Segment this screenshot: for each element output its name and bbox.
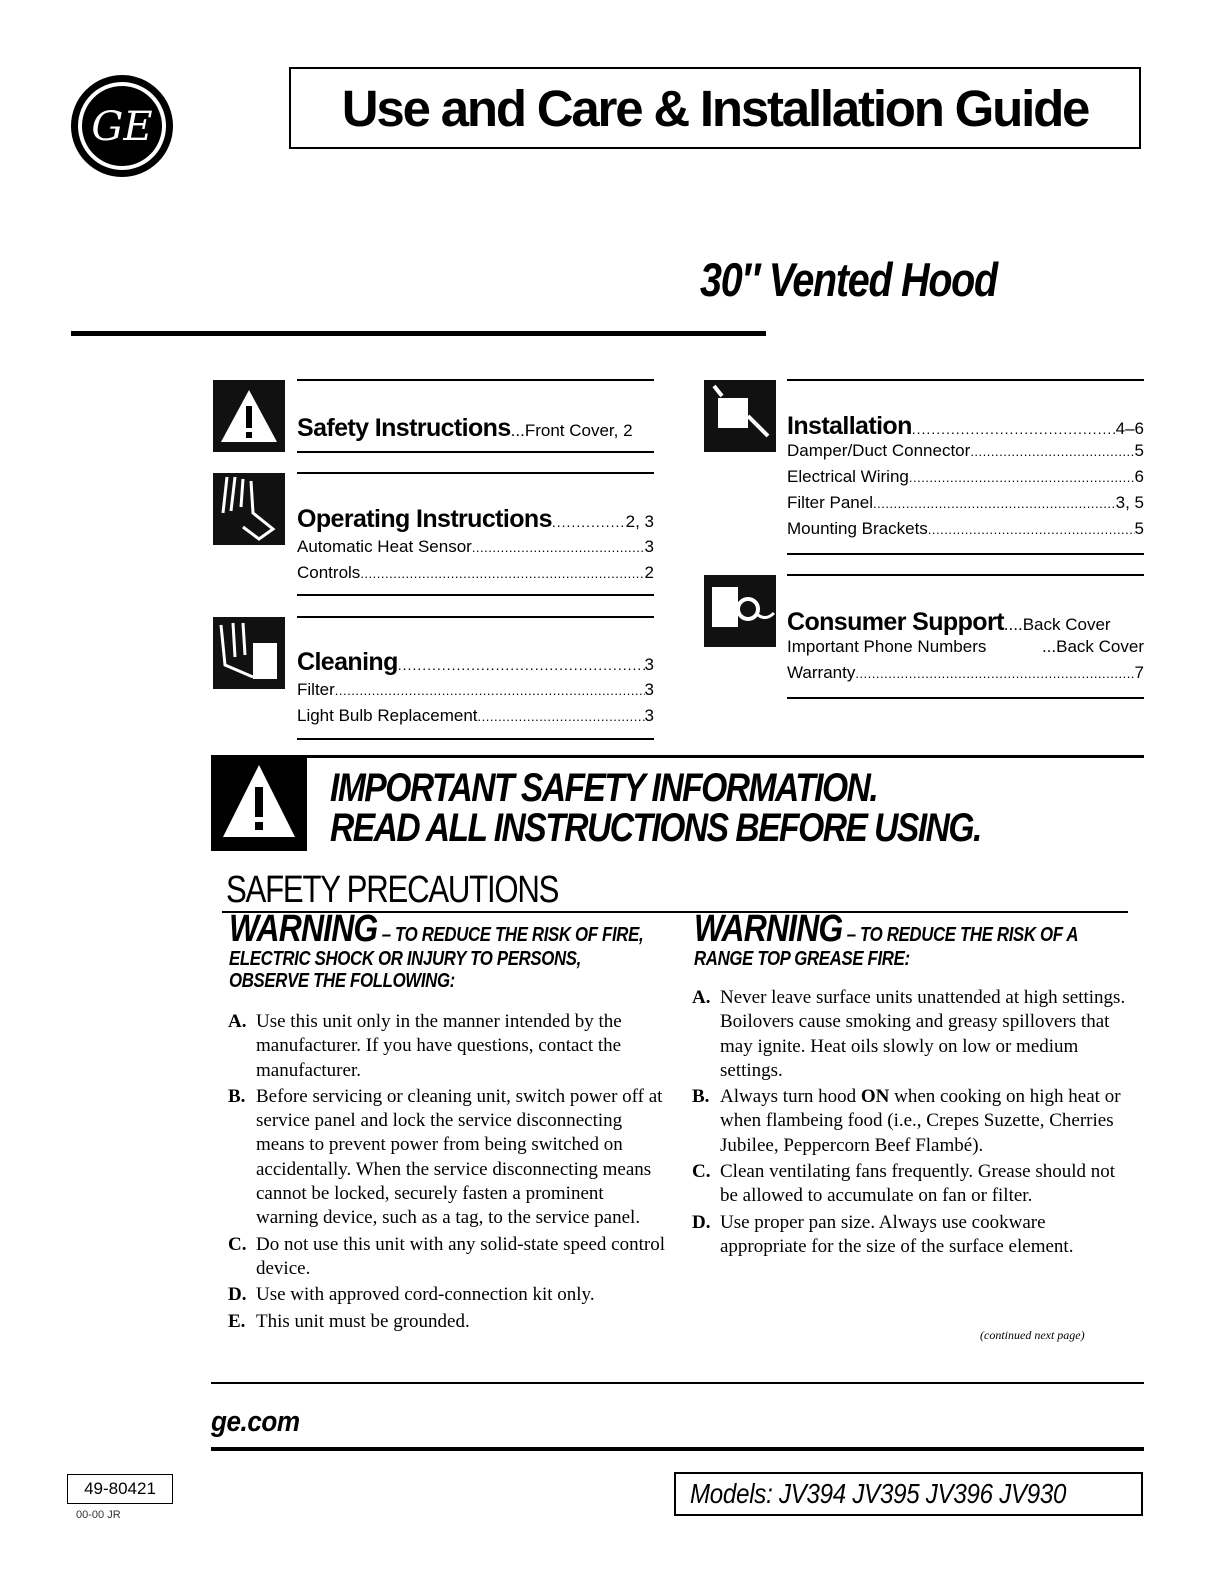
part-number: 49-80421 xyxy=(67,1474,173,1504)
hand-cleaning-icon xyxy=(213,617,285,689)
list-item: D. Use proper pan size. Always use cookware appropriate for the size of the surface element. xyxy=(692,1211,1074,1257)
footer-divider xyxy=(211,1382,1144,1384)
list-item: D. Use with approved cord-connection kit only. xyxy=(228,1284,595,1306)
list-item: B. Before servicing or cleaning unit, switch power off at service panel and lock the service disconnecting means to prevent power from being switched on accidentally. When the service disconnecting means cannot be locked, securely fasten a prominent warning device, such as a tag, to the service panel. xyxy=(228,1085,663,1229)
warning-word: WARNING xyxy=(229,908,378,950)
product-subtitle: 30″ Vented Hood xyxy=(700,253,997,306)
list-item: C. Do not use this unit with any solid-state speed control device. xyxy=(228,1233,665,1279)
important-divider xyxy=(305,755,1144,758)
important-line-1: IMPORTANT SAFETY INFORMATION. xyxy=(330,766,878,810)
toc-consumer[interactable] xyxy=(787,608,1144,637)
plug-icon xyxy=(704,380,776,452)
toc-item[interactable]: Damper/Duct Connector ..... 5 xyxy=(787,441,1144,467)
toc-divider xyxy=(297,594,654,596)
warning-triangle-icon xyxy=(213,380,285,452)
left-warning-heading: WARNING – TO REDUCE THE RISK OF FIRE, ELECTRIC SHOCK OR INJURY TO PERSONS, OBSERVE THE FOLLOWING: xyxy=(229,908,644,992)
list-item: A. Never leave surface units unattended at high settings. Boilovers cause smoking and greasy spillovers that may ignite. Heat oils slowly on low or medium settings. xyxy=(692,987,1126,1081)
list-item: E. This unit must be grounded. xyxy=(228,1310,470,1332)
toc-divider xyxy=(787,379,1144,381)
warning-word: WARNING xyxy=(694,908,843,950)
toc-cleaning-items xyxy=(297,680,654,732)
toc-heading: Cleaning xyxy=(297,648,398,676)
toc-cleaning[interactable] xyxy=(297,648,654,677)
important-safety-heading xyxy=(330,768,981,848)
models-box xyxy=(674,1472,1143,1516)
toc-heading: Consumer Support xyxy=(787,608,1004,636)
toc-divider xyxy=(787,553,1144,555)
toc-divider xyxy=(297,451,654,453)
toc-heading: Safety Instructions xyxy=(297,414,511,442)
toc-item[interactable]: Filter Panel ..... 3, 5 xyxy=(787,493,1144,519)
toc-installation-items xyxy=(787,441,1144,545)
header-divider xyxy=(71,331,766,336)
toc-item[interactable]: Important Phone Numbers ...Back Cover xyxy=(787,637,1144,656)
safety-precautions-title: SAFETY PRECAUTIONS xyxy=(226,869,559,911)
toc-item[interactable]: Filter ..... 3 xyxy=(297,680,654,706)
toc-safety[interactable] xyxy=(297,414,654,443)
toc-item[interactable]: Mounting Brackets ..... 5 xyxy=(787,519,1144,545)
list-item: C. Clean ventilating fans frequently. Grease should not be allowed to accumulate on fan or filter. xyxy=(692,1161,1116,1207)
list-item: A. Use this unit only in the manner intended by the manufacturer. If you have questions, contact the manufacturer. xyxy=(228,1011,622,1081)
toc-heading: Installation xyxy=(787,412,912,440)
toc-page: 2, 3 xyxy=(625,512,654,531)
toc-item[interactable]: Light Bulb Replacement ..... 3 xyxy=(297,706,654,732)
toc-item[interactable]: Controls ..... 2 xyxy=(297,563,654,589)
toc-divider xyxy=(297,472,654,474)
ge-logo xyxy=(70,74,174,178)
toc-heading: Operating Instructions xyxy=(297,505,552,533)
hand-pressing-button-icon xyxy=(213,473,285,545)
toc-item[interactable]: Electrical Wiring ..... 6 xyxy=(787,467,1144,493)
continued-note: (continued next page) xyxy=(980,1328,1085,1342)
toc-page: 3 xyxy=(644,655,654,674)
phone-icon xyxy=(704,575,776,647)
model-numbers: Models: JV394 JV395 JV396 JV930 xyxy=(690,1478,1067,1509)
title-box xyxy=(289,67,1141,149)
toc-item[interactable]: Automatic Heat Sensor ..... 3 xyxy=(297,537,654,563)
document-title: Use and Care & Installation Guide xyxy=(341,79,1089,137)
toc-page: ...Front Cover, 2 xyxy=(510,421,633,440)
left-warning-list xyxy=(228,1010,668,1336)
warning-triangle-icon xyxy=(211,755,307,851)
toc-operating-items xyxy=(297,537,654,589)
toc-divider xyxy=(297,379,654,381)
toc-item[interactable]: Warranty ..... 7 xyxy=(787,663,1144,689)
toc-divider xyxy=(787,574,1144,576)
toc-divider xyxy=(297,738,654,740)
toc-operating[interactable] xyxy=(297,505,654,534)
part-code: 00-00 JR xyxy=(76,1509,121,1521)
toc-divider xyxy=(787,697,1144,699)
logo-text: GE xyxy=(91,104,153,150)
toc-page: 4–6 xyxy=(1115,419,1144,438)
important-line-2: READ ALL INSTRUCTIONS BEFORE USING. xyxy=(330,806,981,850)
website-link[interactable]: ge.com xyxy=(211,1406,300,1438)
list-item: B. Always turn hood ON when cooking on high heat or when flambeing food (i.e., Crepes Suzette, Cherries Jubilee, Peppercorn Beef Flambé). xyxy=(692,1086,1121,1156)
right-warning-list xyxy=(692,986,1128,1261)
toc-page: ....Back Cover xyxy=(1003,615,1111,634)
right-warning-heading: WARNING – TO REDUCE THE RISK OF A RANGE TOP GREASE FIRE: xyxy=(694,908,1079,970)
toc-consumer-items xyxy=(787,637,1144,689)
toc-divider xyxy=(297,616,654,618)
toc-installation[interactable] xyxy=(787,412,1144,441)
footer-divider-thick xyxy=(211,1447,1144,1451)
